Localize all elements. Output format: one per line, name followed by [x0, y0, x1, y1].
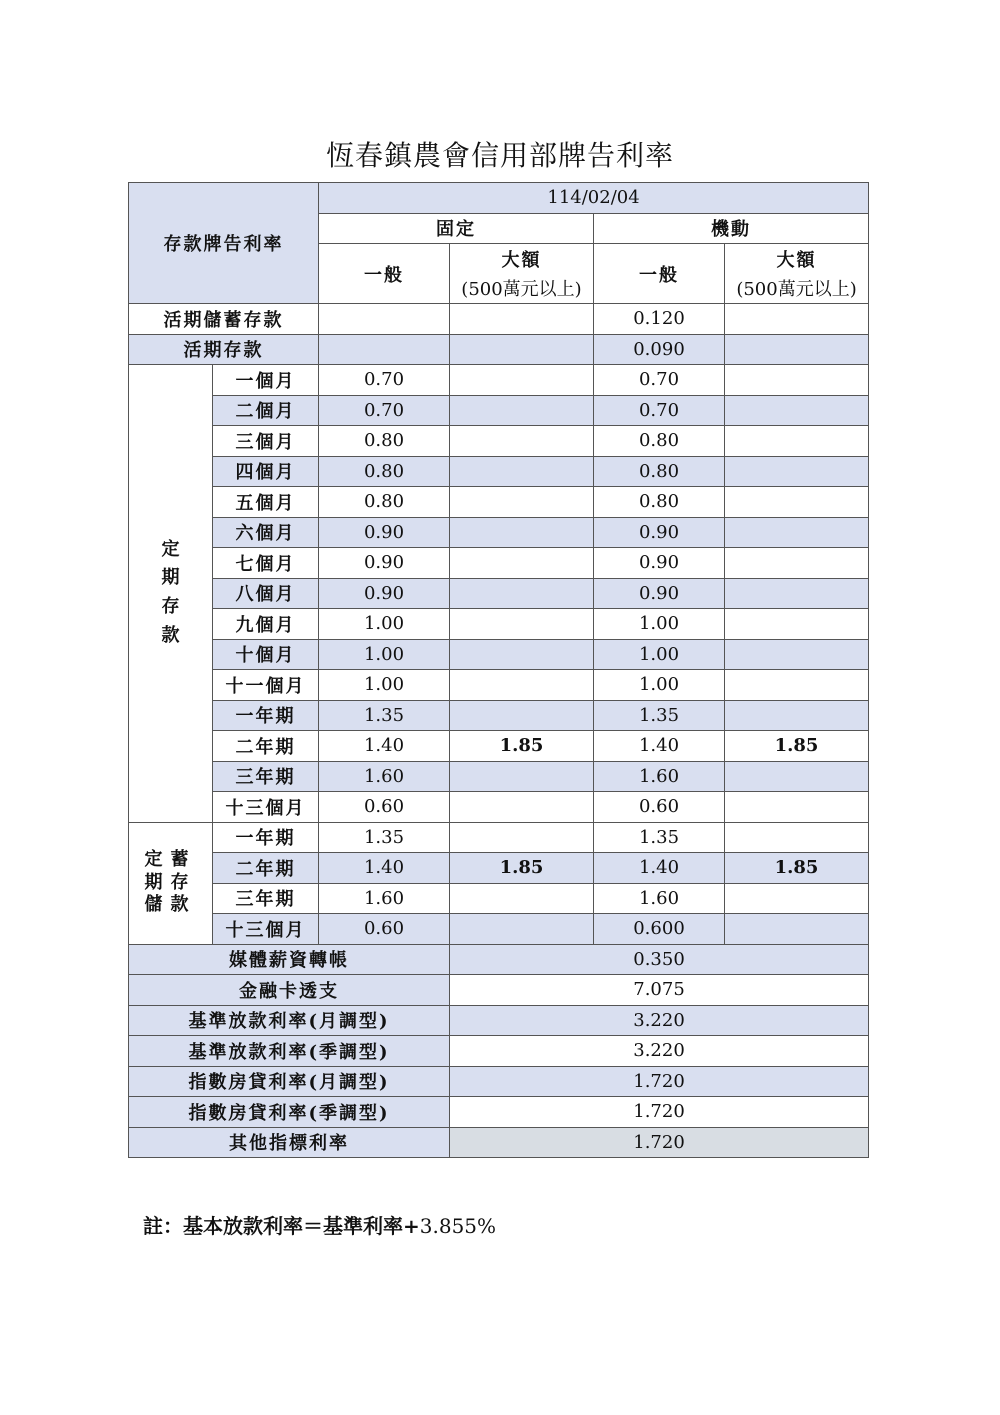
fixed-header: 固定 [319, 213, 594, 244]
float-general-value: 0.60 [594, 792, 725, 823]
term-label: 十三個月 [213, 792, 319, 823]
float-large-note: (500萬元以上) [725, 274, 869, 304]
table-row [129, 731, 869, 762]
term-label: 二年期 [213, 853, 319, 884]
row-label: 金融卡透支 [129, 975, 450, 1006]
term-label: 三年期 [213, 761, 319, 792]
table-row [129, 975, 869, 1006]
table-row [129, 914, 869, 945]
fixed-large-header: 大額 [450, 244, 594, 274]
footnote-text: 註：基本放款利率＝基準利率+ [143, 1214, 420, 1238]
row-label: 指數房貸利率(月調型) [129, 1066, 450, 1097]
table-row [129, 548, 869, 579]
table-row [129, 761, 869, 792]
float-large-value [725, 334, 869, 365]
table-row [129, 670, 869, 701]
term-label: 一年期 [213, 822, 319, 853]
fixed-general-value: 0.90 [319, 517, 450, 548]
float-general-value: 0.80 [594, 426, 725, 457]
float-general-value: 0.80 [594, 487, 725, 518]
table-row [129, 456, 869, 487]
rate-value: 7.075 [450, 975, 869, 1006]
footnote [143, 1210, 496, 1239]
row-label: 基準放款利率(月調型) [129, 1005, 450, 1036]
fixed-large-value: 1.85 [450, 731, 594, 762]
table-row [129, 1066, 869, 1097]
term-label: 一年期 [213, 700, 319, 731]
row-label: 基準放款利率(季調型) [129, 1036, 450, 1067]
fixed-large-value: 1.85 [450, 853, 594, 884]
fixed-general-value [319, 304, 450, 335]
group-label-char: 款 [161, 625, 180, 647]
term-label: 九個月 [213, 609, 319, 640]
float-large-value [725, 548, 869, 579]
fixed-large-value [450, 334, 594, 365]
float-general-value: 0.120 [594, 304, 725, 335]
float-general-value: 0.70 [594, 395, 725, 426]
table-row [129, 700, 869, 731]
fixed-large-value [450, 822, 594, 853]
rate-value: 3.220 [450, 1005, 869, 1036]
table-row [129, 1097, 869, 1128]
float-large-value [725, 639, 869, 670]
fixed-general-value: 1.40 [319, 731, 450, 762]
fixed-large-value [450, 395, 594, 426]
term-label: 八個月 [213, 578, 319, 609]
fixed-large-value [450, 914, 594, 945]
float-large-value [725, 883, 869, 914]
float-large-value [725, 670, 869, 701]
fixed-large-value [450, 456, 594, 487]
fixed-large-value [450, 639, 594, 670]
fixed-general-value: 1.60 [319, 883, 450, 914]
term-label: 二年期 [213, 731, 319, 762]
float-large-value [725, 761, 869, 792]
float-large-value: 1.85 [725, 853, 869, 884]
row-label: 指數房貸利率(季調型) [129, 1097, 450, 1128]
fixed-large-value [450, 792, 594, 823]
term-label: 五個月 [213, 487, 319, 518]
float-large-value [725, 792, 869, 823]
float-general-value: 1.60 [594, 883, 725, 914]
float-general-value: 1.60 [594, 761, 725, 792]
date-cell: 114/02/04 [319, 183, 869, 214]
table-row [129, 487, 869, 518]
table-row [129, 426, 869, 457]
fixed-large-value [450, 304, 594, 335]
page-title: 恆春鎮農會信用部牌告利率 [325, 139, 674, 172]
float-large-value [725, 395, 869, 426]
fixed-large-value [450, 487, 594, 518]
table-row [129, 1127, 869, 1158]
rate-value: 1.720 [450, 1097, 869, 1128]
group-label-char: 期 [161, 567, 180, 589]
term-label: 四個月 [213, 456, 319, 487]
float-large-value [725, 456, 869, 487]
float-large-header: 大額 [725, 244, 869, 274]
fixed-general-value: 1.35 [319, 822, 450, 853]
fixed-general-value: 0.80 [319, 456, 450, 487]
fixed-general-value: 1.00 [319, 609, 450, 640]
float-large-value [725, 700, 869, 731]
fixed-general-value: 1.40 [319, 853, 450, 884]
float-general-value: 0.80 [594, 456, 725, 487]
table-row [129, 1005, 869, 1036]
row-label: 媒體薪資轉帳 [129, 944, 450, 975]
fixed-general-value: 0.90 [319, 548, 450, 579]
row-label: 活期存款 [129, 334, 319, 365]
float-general-value: 1.40 [594, 853, 725, 884]
fixed-general-value: 1.00 [319, 670, 450, 701]
table-row [129, 883, 869, 914]
row-label: 活期儲蓄存款 [129, 304, 319, 335]
fixed-large-value [450, 426, 594, 457]
rate-value: 1.720 [450, 1066, 869, 1097]
fixed-general-value [319, 334, 450, 365]
term-label: 三個月 [213, 426, 319, 457]
rate-value: 3.220 [450, 1036, 869, 1067]
footnote-value: 3.855% [419, 1214, 497, 1238]
float-general-value: 0.90 [594, 578, 725, 609]
row-label: 其他指標利率 [129, 1127, 450, 1158]
fixed-large-value [450, 670, 594, 701]
term-label: 三年期 [213, 883, 319, 914]
rate-value: 0.350 [450, 944, 869, 975]
float-large-value [725, 914, 869, 945]
group-label-char: 定蓄 [144, 849, 197, 871]
table-row [129, 853, 869, 884]
float-large-value [725, 578, 869, 609]
float-general-value: 0.90 [594, 548, 725, 579]
float-general-value: 1.40 [594, 731, 725, 762]
fixed-large-value [450, 365, 594, 396]
table-row [129, 334, 869, 365]
fixed-general-value: 0.70 [319, 365, 450, 396]
float-large-value [725, 304, 869, 335]
float-large-value: 1.85 [725, 731, 869, 762]
float-general-value: 0.090 [594, 334, 725, 365]
term-label: 十一個月 [213, 670, 319, 701]
float-large-value [725, 426, 869, 457]
group-label-char: 定 [161, 538, 180, 560]
rate-table [128, 182, 869, 1158]
float-general-value: 0.70 [594, 365, 725, 396]
rate-value: 1.720 [450, 1127, 869, 1158]
term-label: 六個月 [213, 517, 319, 548]
fixed-general-value: 0.80 [319, 487, 450, 518]
term-label: 七個月 [213, 548, 319, 579]
fixed-large-value [450, 548, 594, 579]
group-label-char: 期存 [144, 871, 197, 893]
fixed-general-value: 0.60 [319, 792, 450, 823]
term-label: 十三個月 [213, 914, 319, 945]
float-general-header: 一般 [594, 244, 725, 304]
table-row [129, 365, 869, 396]
table-row [129, 609, 869, 640]
fixed-general-value: 0.80 [319, 426, 450, 457]
float-large-value [725, 517, 869, 548]
table-row [129, 395, 869, 426]
table-row [129, 304, 869, 335]
float-general-value: 0.90 [594, 517, 725, 548]
float-general-value: 0.600 [594, 914, 725, 945]
float-large-value [725, 609, 869, 640]
fixed-general-value: 0.90 [319, 578, 450, 609]
header-row-date [129, 183, 869, 214]
table-row [129, 639, 869, 670]
table-row [129, 792, 869, 823]
savings_deposit-group-label [129, 822, 213, 944]
float-general-value: 1.00 [594, 670, 725, 701]
float-large-value [725, 487, 869, 518]
fixed-general-value: 0.60 [319, 914, 450, 945]
term-label: 一個月 [213, 365, 319, 396]
float-general-value: 1.00 [594, 609, 725, 640]
table-row [129, 944, 869, 975]
fixed-large-value [450, 578, 594, 609]
fixed-general-value: 1.60 [319, 761, 450, 792]
table-row [129, 578, 869, 609]
table-row [129, 517, 869, 548]
fixed-large-value [450, 517, 594, 548]
time_deposit-group-label [129, 365, 213, 823]
float-general-value: 1.00 [594, 639, 725, 670]
fixed-large-value [450, 761, 594, 792]
term-label: 二個月 [213, 395, 319, 426]
fixed-large-value [450, 609, 594, 640]
fixed-large-value [450, 883, 594, 914]
floating-header: 機動 [594, 213, 869, 244]
fixed-large-note: (500萬元以上) [450, 274, 594, 304]
term-label: 十個月 [213, 639, 319, 670]
fixed-general-header: 一般 [319, 244, 450, 304]
fixed-general-value: 1.00 [319, 639, 450, 670]
fixed-general-value: 0.70 [319, 395, 450, 426]
float-general-value: 1.35 [594, 822, 725, 853]
table-title: 存款牌告利率 [129, 183, 319, 304]
float-large-value [725, 365, 869, 396]
group-label-char: 存 [161, 596, 180, 618]
fixed-general-value: 1.35 [319, 700, 450, 731]
fixed-large-value [450, 700, 594, 731]
table-row [129, 822, 869, 853]
table-row [129, 1036, 869, 1067]
group-label-char: 儲款 [144, 894, 197, 916]
float-large-value [725, 822, 869, 853]
float-general-value: 1.35 [594, 700, 725, 731]
